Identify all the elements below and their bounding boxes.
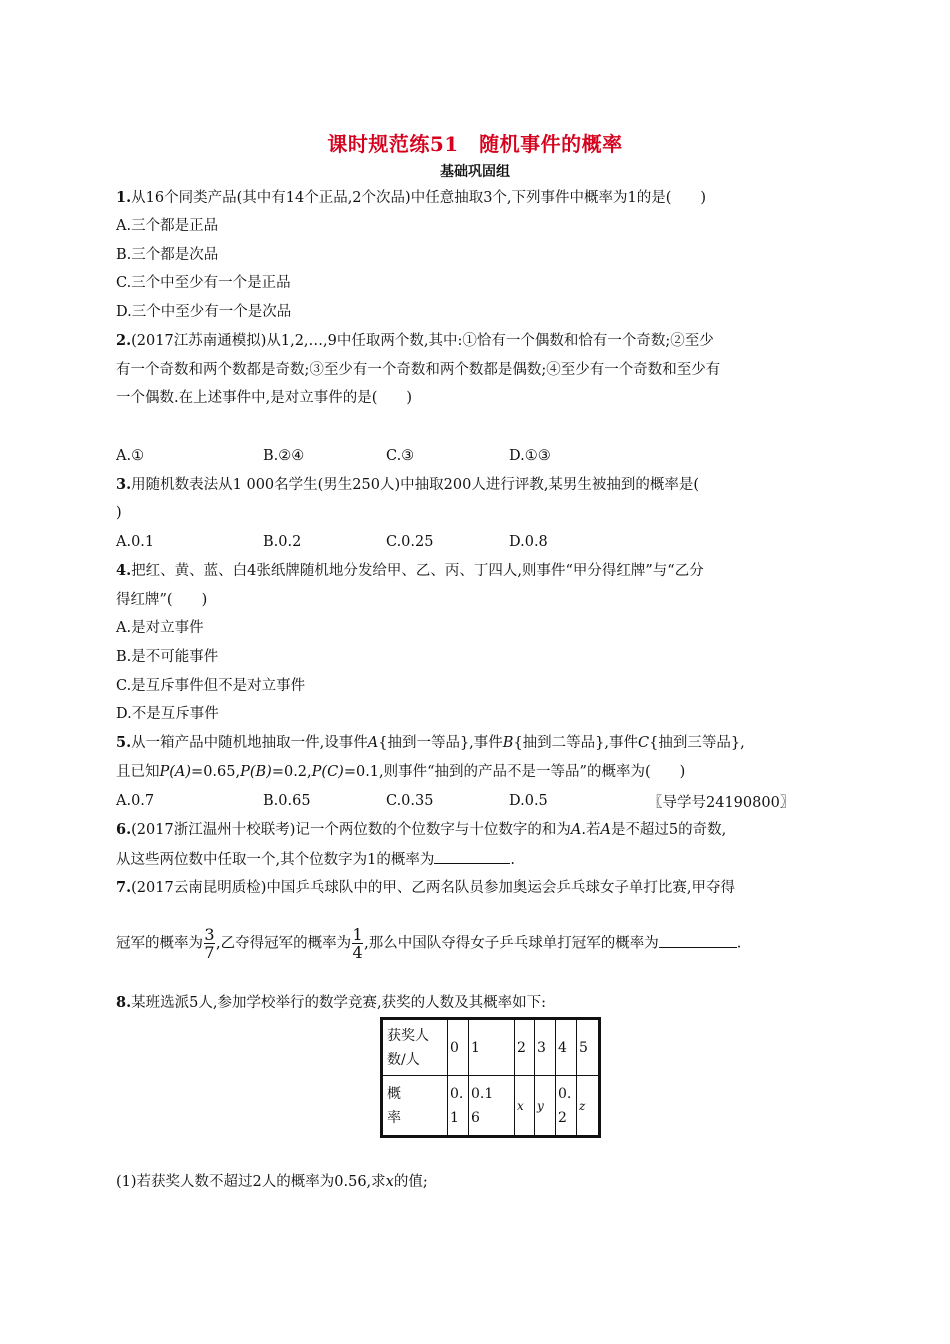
question-5-line-2 xyxy=(116,762,685,782)
question-5-option-b: B.0.65 xyxy=(263,793,311,809)
table-header-cell xyxy=(382,1076,448,1137)
prob-b: P(B) xyxy=(240,764,272,780)
question-4-option-c: C.是互斥事件但不是对立事件 xyxy=(116,678,306,694)
question-2-option-d: D.①③ xyxy=(509,448,551,464)
table-row xyxy=(382,1019,600,1076)
question-3-number: 3. xyxy=(116,476,132,493)
question-7-number: 7. xyxy=(116,879,132,896)
question-2-text-1: (2017江苏南通模拟)从1,2,…,9中任取两个数,其中:①恰有一个偶数和恰有一个奇数;②至少 xyxy=(131,333,714,349)
fraction-numerator: 3 xyxy=(204,925,215,944)
table-header-cell xyxy=(382,1019,448,1076)
question-8-sub-1 xyxy=(116,1172,428,1192)
question-5-text-2c: =0.2, xyxy=(271,764,312,780)
question-1-number: 1. xyxy=(116,189,132,206)
table-row xyxy=(382,1076,600,1137)
question-7-text-2c: ,那么中国队夺得女子乒乓球单打冠军的概率为 xyxy=(364,935,659,952)
question-4-option-b: B.是不可能事件 xyxy=(116,649,219,665)
question-3-option-a: A.0.1 xyxy=(116,534,155,550)
table-cell: 1 xyxy=(469,1019,515,1076)
question-2-option-c: C.③ xyxy=(386,448,415,464)
fraction-three-sevenths xyxy=(204,926,215,961)
question-2-number: 2. xyxy=(116,332,132,349)
question-6-text-2: 从这些两位数中任取一个,其个位数字为1的概率为 xyxy=(116,852,435,868)
table-cell-line: 6 xyxy=(471,1109,480,1126)
question-8-sub-1-text-b: 的值; xyxy=(393,1174,428,1190)
question-3-option-b: B.0.2 xyxy=(263,534,302,550)
question-7-period: . xyxy=(736,935,742,952)
table-cell: 0 xyxy=(448,1019,469,1076)
table-cell: 4 xyxy=(556,1019,577,1076)
event-a: A xyxy=(367,735,379,751)
question-6-number: 6. xyxy=(116,821,132,838)
question-5-text-2d: =0.1,则事件“抽到的产品不是一等品”的概率为( ) xyxy=(343,764,686,780)
fraction-numerator: 1 xyxy=(352,925,363,944)
question-1-option-b: B.三个都是次品 xyxy=(116,247,219,263)
question-5-option-a: A.0.7 xyxy=(116,793,155,809)
question-2-line-2: 有一个奇数和两个数都是奇数;③至少有一个奇数和两个数都是偶数;④至少有一个奇数和至少有 xyxy=(116,362,721,378)
event-c: C xyxy=(638,735,650,751)
question-5-text-1d: {抽到三等品}, xyxy=(649,735,745,751)
table-cell: y xyxy=(535,1076,556,1137)
prob-a: P(A) xyxy=(159,764,192,780)
table-cell-line: 0.1 xyxy=(471,1085,494,1102)
question-1-option-a: A.三个都是正品 xyxy=(116,218,219,234)
table-header-line: 获奖人 xyxy=(387,1027,429,1044)
question-8-sub-1-text-a: (1)若获奖人数不超过2人的概率为0.56,求 xyxy=(116,1174,386,1190)
question-4-line-1 xyxy=(116,561,704,581)
table-cell-line: 0. xyxy=(558,1085,572,1102)
question-7-line-2 xyxy=(116,926,741,961)
question-4-text-1: 把红、黄、蓝、白4张纸牌随机地分发给甲、乙、丙、丁四人,则事件“甲分得红牌”与“乙分 xyxy=(131,563,704,579)
question-2-option-a: A.① xyxy=(116,448,145,464)
question-4-option-d: D.不是互斥事件 xyxy=(116,706,219,722)
question-3-line-2: ) xyxy=(116,505,122,521)
question-5-text-1c: {抽到二等品},事件 xyxy=(513,735,639,751)
question-4-option-a: A.是对立事件 xyxy=(116,620,204,636)
question-5-option-d: D.0.5 xyxy=(509,793,548,809)
table-header-line: 数/人 xyxy=(387,1051,420,1068)
answer-blank[interactable] xyxy=(434,849,510,864)
page-title: 课时规范练51 随机事件的概率 xyxy=(327,132,623,156)
table-cell-line: 1 xyxy=(450,1109,459,1126)
question-6-text-1a: (2017浙江温州十校联考)记一个两位数的个位数字与十位数字的和为 xyxy=(131,822,571,838)
question-1-option-d: D.三个中至少有一个是次品 xyxy=(116,304,292,320)
table-cell xyxy=(556,1076,577,1137)
question-3-option-c: C.0.25 xyxy=(386,534,434,550)
question-1-text: 从16个同类产品(其中有14个正品,2个次品)中任意抽取3个,下列事件中概率为1的是( ) xyxy=(131,190,707,206)
question-4-line-2: 得红牌”( ) xyxy=(116,592,208,608)
table-cell xyxy=(469,1076,515,1137)
question-5-text-2a: 且已知 xyxy=(116,764,160,780)
fraction-denominator: 4 xyxy=(352,943,363,962)
question-6-text-1c: 是不超过5的奇数, xyxy=(610,822,727,838)
question-1-option-c: C.三个中至少有一个是正品 xyxy=(116,275,291,291)
table-cell: 3 xyxy=(535,1019,556,1076)
question-7-text-2b: ,乙夺得冠军的概率为 xyxy=(216,935,352,952)
question-6-text-1b: .若 xyxy=(581,822,601,838)
reference-number: 〖导学号24190800〗 xyxy=(648,795,795,811)
question-5-text-2b: =0.65, xyxy=(191,764,241,780)
question-5-number: 5. xyxy=(116,734,132,751)
table-cell-line: 0. xyxy=(450,1085,464,1102)
table-cell: x xyxy=(515,1076,535,1137)
table-cell: 2 xyxy=(515,1019,535,1076)
table-cell xyxy=(448,1076,469,1137)
table-cell: z xyxy=(577,1076,600,1137)
table-cell: 5 xyxy=(577,1019,600,1076)
question-5-text-1b: {抽到一等品},事件 xyxy=(378,735,503,751)
question-1-stem xyxy=(116,188,706,208)
variable-a-2: A xyxy=(600,822,611,838)
fraction-one-quarter xyxy=(352,926,363,961)
question-6-line-2 xyxy=(116,849,515,870)
prob-c: P(C) xyxy=(311,764,344,780)
question-8-number: 8. xyxy=(116,994,132,1011)
question-7-text-2a: 冠军的概率为 xyxy=(116,935,203,952)
question-8-text: 某班选派5人,参加学校举行的数学竞赛,获奖的人数及其概率如下: xyxy=(131,995,546,1011)
variable-x: x xyxy=(385,1174,394,1190)
fraction-denominator: 7 xyxy=(204,943,215,962)
question-2-line-3: 一个偶数.在上述事件中,是对立事件的是( ) xyxy=(116,390,413,406)
variable-a: A xyxy=(570,822,582,838)
question-3-option-d: D.0.8 xyxy=(509,534,548,550)
table-cell-line: 2 xyxy=(558,1109,567,1126)
question-5-text-1a: 从一箱产品中随机地抽取一件,设事件 xyxy=(131,735,368,751)
question-7-text-1: (2017云南昆明质检)中国乒乓球队中的甲、乙两名队员参加奥运会乒乓球女子单打比赛,甲夺得 xyxy=(131,880,735,896)
question-6-period: . xyxy=(510,852,515,868)
answer-blank[interactable] xyxy=(659,933,737,948)
question-2-line-1 xyxy=(116,331,714,351)
question-3-line-1 xyxy=(116,475,699,495)
question-6-line-1 xyxy=(116,820,726,840)
question-3-text-1: 用随机数表法从1 000名学生(男生250人)中抽取200人进行评教,某男生被抽到的概率是( xyxy=(131,477,700,493)
section-subtitle: 基础巩固组 xyxy=(440,164,510,180)
event-b: B xyxy=(502,735,514,751)
question-4-number: 4. xyxy=(116,562,132,579)
question-5-line-1 xyxy=(116,733,745,753)
table-header-line: 概 xyxy=(387,1085,401,1102)
question-8-stem xyxy=(116,993,546,1013)
question-5-option-c: C.0.35 xyxy=(386,793,434,809)
question-7-line-1 xyxy=(116,878,735,898)
question-2-option-b: B.②④ xyxy=(263,448,305,464)
probability-table xyxy=(380,1017,601,1138)
table-header-line: 率 xyxy=(387,1109,401,1126)
